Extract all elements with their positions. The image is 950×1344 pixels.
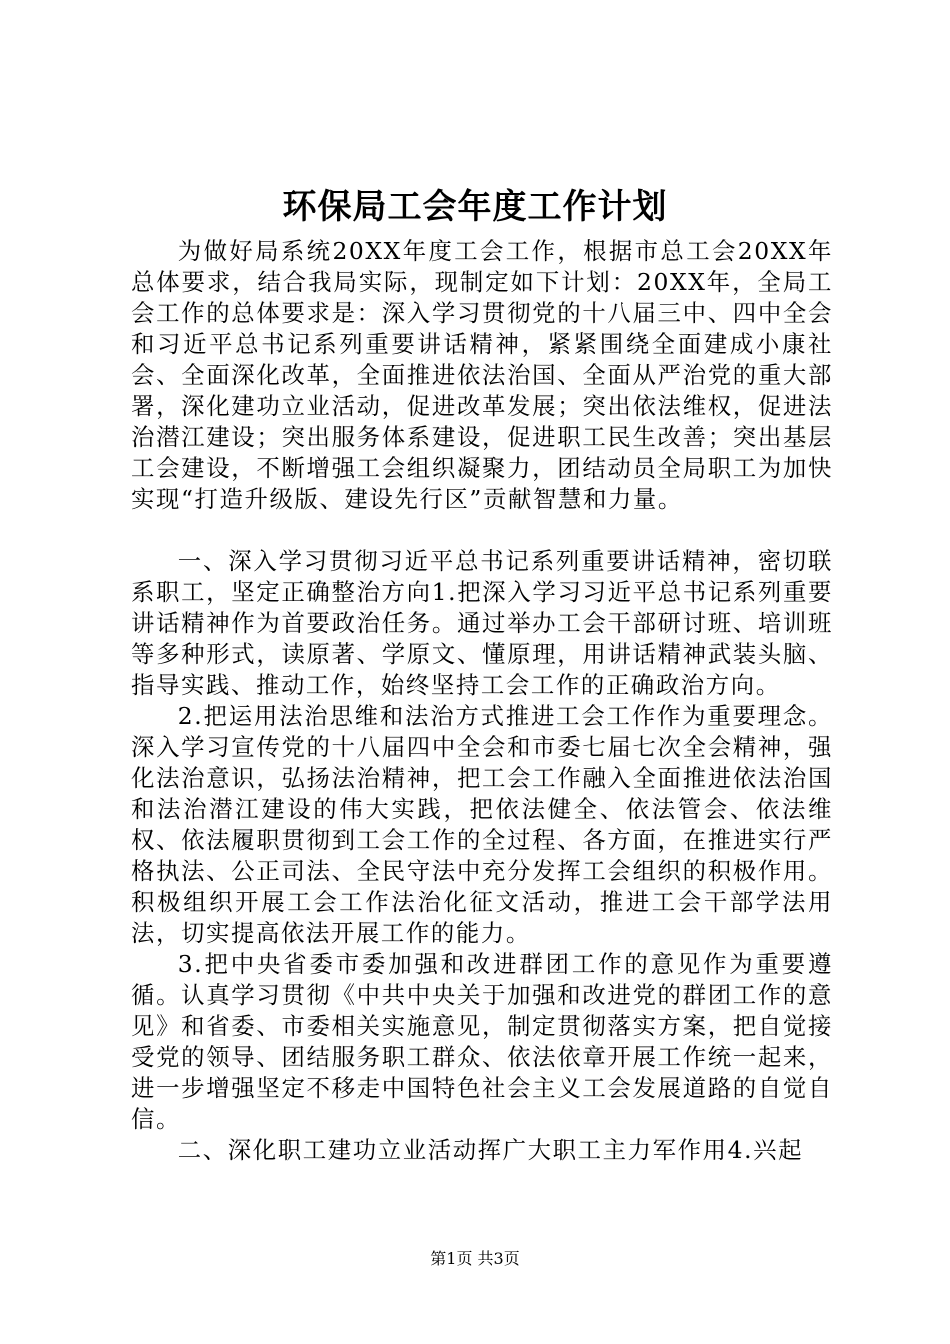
paragraph-item-2: 2.把运用法治思维和法治方式推进工会工作作为重要理念。深入学习宣传党的十八届四中全会和市委七届七次全会精神，强化法治意识，弘扬法治精神，把工会工作融入全面推进依法治国和法治潜江建设的伟大实践，把依法健全、依法管会、依法维权、依法履职贯彻到工会工作的全过程、各方面，在推进实行严格执法、公正司法、全民守法中充分发挥工会组织的积极作用。积极组织开展工会工作法治化征文活动，推进工会干部学法用法，切实提高依法开展工作的能力。 (131, 702, 833, 947)
paragraph-section-2: 二、深化职工建功立业活动挥广大职工主力军作用4.兴起 (177, 1136, 804, 1164)
document-body (131, 236, 833, 1166)
paragraph-spacer (131, 515, 833, 546)
paragraph-item-3: 3.把中央省委市委加强和改进群团工作的意见作为重要遵循。认真学习贯彻《中共中央关于加强和改进党的群团工作的意见》和省委、市委相关实施意见，制定贯彻落实方案，把自觉接受党的领导、团结服务职工群众、依法依章开展工作统一起来，进一步增强坚定不移走中国特色社会主义工会发展道路的自觉自信。 (131, 950, 833, 1133)
page-footer: 第1页 共3页 (430, 1249, 520, 1268)
paragraph-intro: 为做好局系统20XX年度工会工作，根据市总工会20XX年总体要求，结合我局实际，现制定如下计划：20XX年，全局工会工作的总体要求是：深入学习贯彻党的十八届三中、四中全会和习近平总书记系列重要讲话精神，紧紧围绕全面建成小康社会、全面深化改革，全面推进依法治国、全面从严治党的重大部署，深化建功立业活动，促进改革发展；突出依法维权，促进法治潜江建设；突出服务体系建设，促进职工民生改善；突出基层工会建设，不断增强工会组织凝聚力，团结动员全局职工为加快实现“打造升级版、建设先行区”贡献智慧和力量。 (131, 237, 833, 513)
document-title: 环保局工会年度工作计划 (282, 187, 668, 227)
paragraph-section-1: 一、深入学习贯彻习近平总书记系列重要讲话精神，密切联系职工，坚定正确整治方向1.把深入学习习近平总书记系列重要讲话精神作为首要政治任务。通过举办工会干部研讨班、培训班等多种形式，读原著、学原文、懂原理，用讲话精神武装头脑、指导实践、推动工作，始终坚持工会工作的正确政治方向。 (131, 547, 833, 699)
